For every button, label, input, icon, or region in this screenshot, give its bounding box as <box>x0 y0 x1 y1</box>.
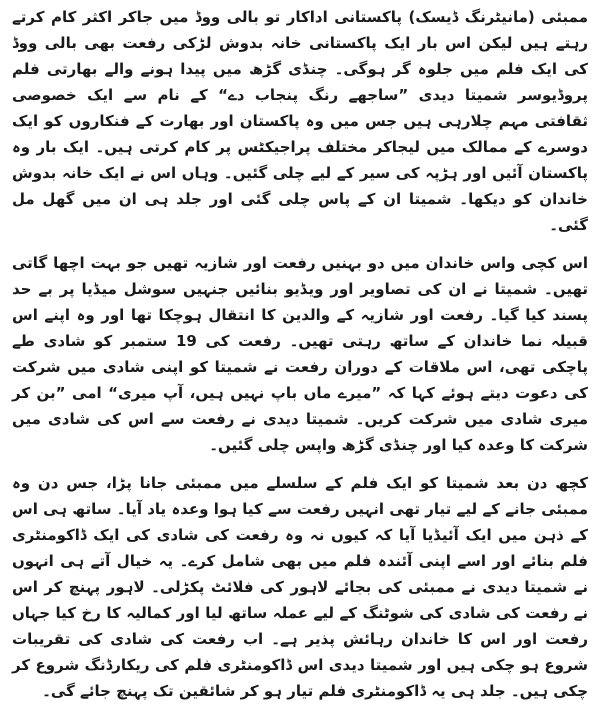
article-paragraph-1: ممبئی (مانیٹرنگ ڈیسک) پاکستانی اداکار تو بالی ووڈ میں جاکر اکثر کام کرتے رہتے ہیں لیکن اس بار ایک پاکستانی خانہ بدوش لڑکی رفعت بھی بالی ووڈ کی ایک فلم میں جلوہ گر ہوگی۔ چنڈی گڑھ میں پیدا ہونے والے بھارتی فلم پروڈیوسر شمیتا دیدی ”ساجھے رنگ پنجاب دے“ کے نام سے ایک خصوصی ثقافتی مہم چلارہی ہیں جس میں وہ پاکستان اور بھارت کے فنکاروں کو ایک دوسرے کے ممالک میں لیجاکر مختلف پراجیکٹس پر کام کرتی ہیں۔ ایک بار وہ پاکستان آئیں اور ہڑپہ کی سیر کے لیے چلی گئیں۔ وہاں اس نے ایک خانہ بدوش خاندان کو دیکھا۔ شمیتا ان کے پاس چلی گئی اور جلد ہی ان میں گھل مل گئی۔ <box>12 8 588 234</box>
article-paragraph-2: اس کچی واس خاندان میں دو بہنیں رفعت اور شازیہ تھیں جو بہت اچھا گاتی تھیں۔ شمیتا نے ان کی تصاویر اور ویڈیو بنائیں جنہیں سوشل میڈیا پر بے حد پسند کیا گیا۔ رفعت اور شازیہ کے والدین کا انتقال ہوچکا تھا اور وہ اپنے اس قبیلہ نما خاندان کے ساتھ رہتی تھیں۔ رفعت کی 19 ستمبر کو شادی طے پاچکی تھی، اس ملاقات کے دوران رفعت نے شمیتا کو اپنی شادی میں شرکت کی دعوت دیتے ہوئے کہا کہ ”میرے ماں باپ نہیں ہیں، آپ میری“ امی ”بن کر میری شادی میں شرکت کریں۔ شمیتا دیدی نے رفعت سے اس کی شادی میں شرکت کا وعدہ کیا اور چنڈی گڑھ واپس چلی گئیں۔ <box>12 254 588 454</box>
article-paragraph-3: کچھ دن بعد شمیتا کو ایک فلم کے سلسلے میں ممبئی جانا پڑا، جس دن وہ ممبئی جانے کے لیے تیار تھی انہیں رفعت سے کیا ہوا وعدہ یاد آیا۔ ساتھ ہی اس کے ذہن میں ایک آئیڈیا آیا کہ کیوں نہ وہ رفعت کی شادی کی ایک ڈاکومنٹری فلم بنائے اور اسے اپنی آئندہ فلم میں بھی شامل کرے۔ یہ خیال آتے ہی انہوں نے شمیتا دیدی نے ممبئی کی بجائے لاہور کی فلائٹ پکڑلی۔ لاہور پہنچ کر اس نے رفعت کی شادی کی شوٹنگ کے لیے عملہ ساتھ لیا اور کمالیہ کا رخ کیا جہاں رفعت اور اس کا خاندان رہائش پذیر ہے۔ اب رفعت کی شادی کی تقریبات شروع ہو چکی ہیں اور شمیتا دیدی اس ڈاکومنٹری فلم کی ریکارڈنگ شروع کر چکی ہیں۔ جلد ہی یہ ڈاکومنٹری فلم تیار ہو کر شائقین تک پہنچ جائے گی۔ <box>12 474 588 700</box>
